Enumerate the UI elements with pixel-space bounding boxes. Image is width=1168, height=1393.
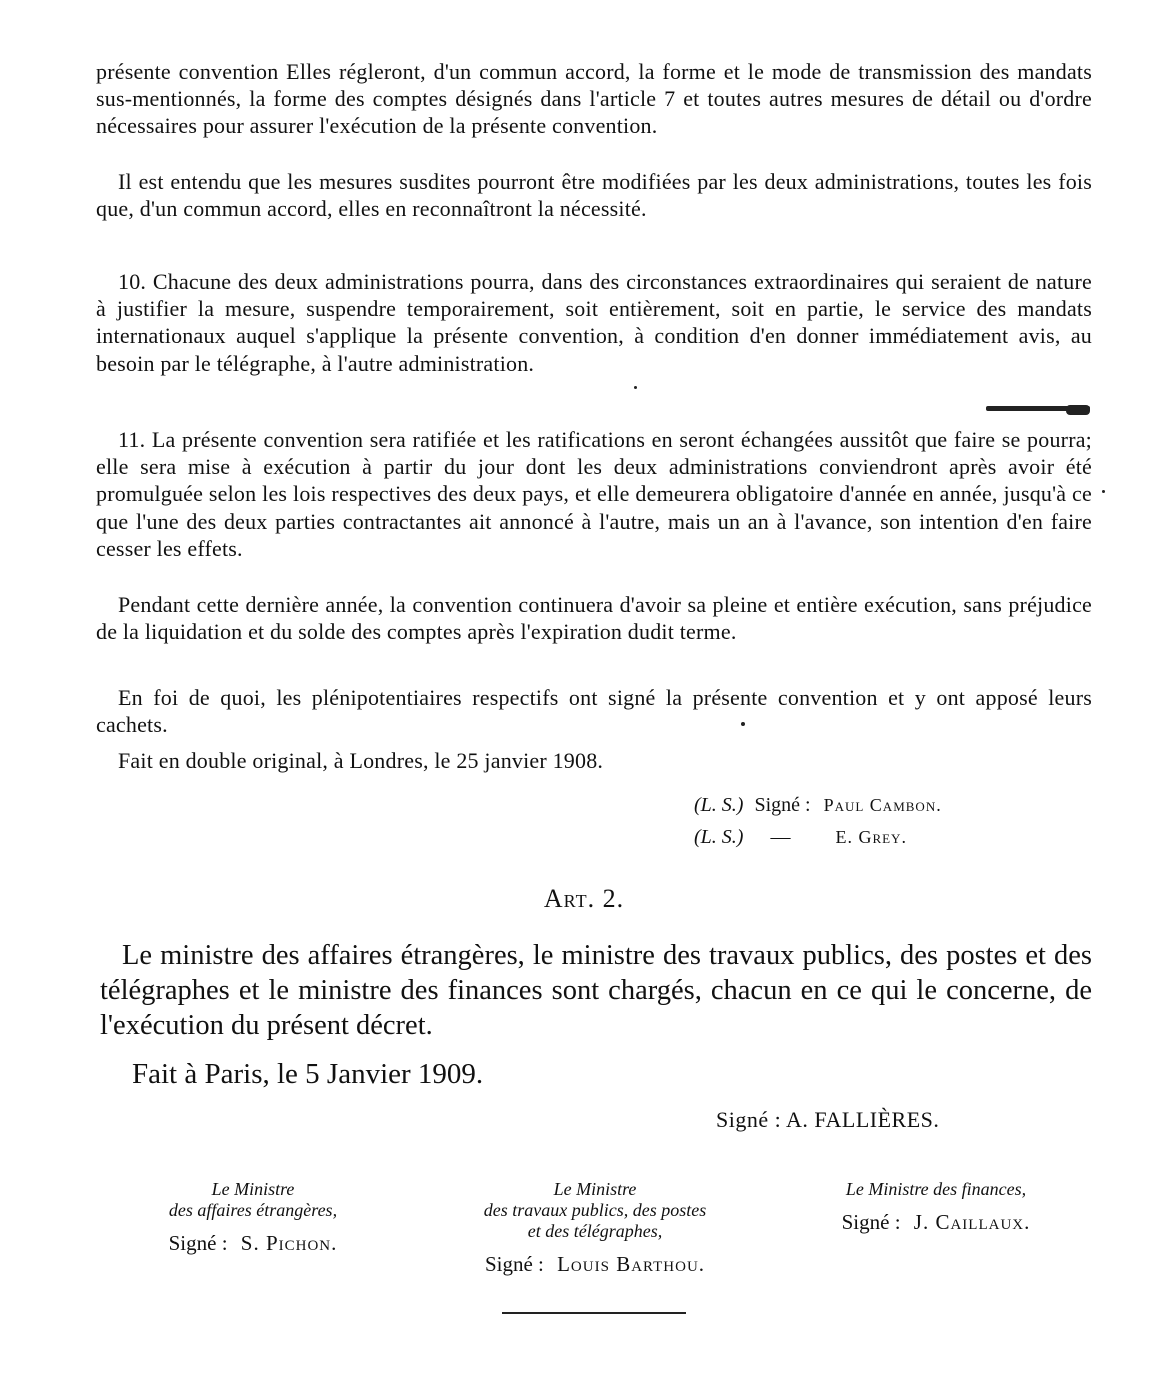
closing-rule — [502, 1312, 686, 1314]
paragraph-done-in-london: Fait en double original, à Londres, le 25 janvier 1908. — [118, 748, 604, 773]
minister-title-line1: Le Ministre des finances, — [845, 1179, 1027, 1199]
signature-prefix: Signé : — [484, 1252, 544, 1276]
decree-date: Fait à Paris, le 5 Janvier 1909. — [132, 1058, 484, 1090]
minister-title-line2: des travaux publics, des postes — [483, 1200, 707, 1220]
signatory-name: Paul Cambon. — [823, 795, 942, 815]
signature-prefix: Signé : — [841, 1210, 901, 1234]
article-heading: Art. 2. — [543, 884, 625, 913]
minister-signature — [428, 1252, 762, 1277]
president-signature: Signé : A. FALLIÈRES. — [716, 1107, 940, 1132]
signatory-name: J. Caillaux. — [913, 1210, 1031, 1234]
paragraph-article-11: 11. La présente convention sera ratifiée et les ratifications en seront échangées aussitôt que faire se pourra; elle sera mise à exécution à partir du jour dont les deux administrations conviendront après avoir été promulguée selon les lois respectives des deux pays, et elle demeurera obligatoire d'année en année, jusqu'à ce que l'une des deux parties contractantes ait annoncé à l'autre, mais un an à l'avance, son intention d'en faire cesser les effets. — [96, 427, 1092, 561]
minister-foreign-affairs — [118, 1179, 388, 1256]
minister-title-line2: des affaires étrangères, — [168, 1200, 338, 1220]
signature-prefix: Signé : — [754, 794, 811, 816]
paragraph-final-year: Pendant cette dernière année, la convention continuera d'avoir sa pleine et entière exécution, sans préjudice de la liquidation et du solde des comptes après l'expiration dudit terme. — [96, 592, 1092, 645]
paragraph-modifiable-measures: Il est entendu que les mesures susdites pourront être modifiées par les deux administrations, toutes les fois que, d'un commun accord, elles en reconnaîtront la nécessité. — [96, 169, 1092, 222]
ink-smudge-blot — [1066, 405, 1090, 415]
paragraph-article-10: 10. Chacune des deux administrations pourra, dans des circonstances extraordinaires qui seraient de nature à justifier la mesure, suspendre temporairement, soit entièrement, soit en partie, le service des mandats internationaux auquel s'applique la présente convention, à condition d'en donner immédiatement avis, au besoin par le télégraphe, à l'autre administration. — [96, 269, 1092, 376]
minister-finance — [796, 1179, 1076, 1235]
signature-prefix: Signé : — [168, 1231, 228, 1255]
ink-dot — [1102, 490, 1105, 493]
minister-title-line1: Le Ministre — [211, 1179, 295, 1199]
decree-paragraph: Le ministre des affaires étrangères, le ministre des travaux publics, des postes et des télégraphes et le ministre des finances sont chargés, chacun en ce qui le concerne, de l'exécution du présent décret. — [100, 940, 1092, 1041]
seal-label: (L. S.) — [694, 794, 744, 816]
minister-signature — [796, 1210, 1076, 1235]
paragraph-in-witness: En foi de quoi, les plénipotentiaires respectifs ont signé la présente convention et y ont apposé leurs cachets. — [96, 685, 1092, 738]
signatory-name: S. Pichon. — [240, 1231, 338, 1255]
seal-label: (L. S.) — [694, 826, 744, 848]
minister-title-line3: et des télégraphes, — [527, 1221, 663, 1241]
ink-dot — [741, 722, 745, 726]
ditto-mark: — — [770, 826, 791, 848]
paragraph-convention-continuation: présente convention Elles régleront, d'un commun accord, la forme et le mode de transmission des mandats sus-mentionnés, la forme des comptes désignés dans l'article 7 et toutes autres mesures de détail ou d'ordre nécessaires pour assurer l'exécution de la présente convention. — [96, 59, 1092, 139]
signatory-name: E. Grey. — [835, 827, 907, 847]
convention-signature-grey — [694, 826, 907, 849]
minister-signature — [118, 1231, 388, 1256]
signatory-name: Louis Barthou. — [557, 1252, 706, 1276]
minister-public-works — [428, 1179, 762, 1277]
minister-title-line1: Le Ministre — [553, 1179, 637, 1199]
ink-dot — [634, 386, 637, 389]
convention-signature-cambon — [694, 794, 942, 817]
